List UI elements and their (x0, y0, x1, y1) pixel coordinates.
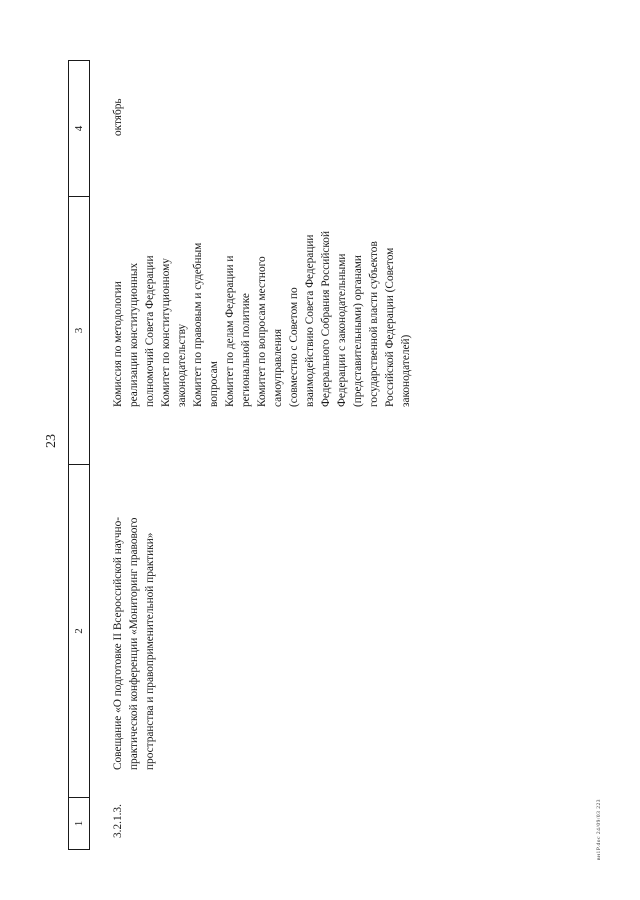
responsible-line: Комитет по вопросам местного (256, 256, 268, 407)
header-cell-3: 3 (69, 196, 89, 464)
responsible-line: (совместно с Советом по (288, 287, 300, 407)
event-line: практической конференции «Мониторинг правового (128, 517, 140, 770)
responsible-list (110, 231, 414, 407)
term-text: октябрь (112, 98, 124, 136)
responsible-line: Комиссия по методологии (112, 281, 124, 407)
footer-file-code: вн1Р.doc 24/09/03 223 (596, 798, 602, 860)
responsible-line: Российской Федерации (Советом (384, 247, 396, 407)
responsible-line: Федерации с законодательными (336, 253, 348, 407)
responsible-line: взаимодействию Совета Федерации (304, 234, 316, 407)
responsible-line: законодательству (176, 323, 188, 407)
header-cell-2: 2 (69, 464, 89, 797)
responsible-line: (представительными) органами (352, 255, 364, 407)
table-header-row (68, 60, 90, 850)
event-description (110, 517, 158, 770)
responsible-line: Комитет по делам Федерации и (224, 255, 236, 407)
header-cell-4: 4 (73, 125, 85, 132)
term (110, 98, 126, 136)
responsible-line: вопросам (208, 361, 220, 407)
page-number: 23 (44, 434, 59, 448)
responsible-line: полномочий Совета Федерации (144, 255, 156, 407)
responsible-line: самоуправления (272, 328, 284, 407)
event-line: Совещание «О подготовке II Всероссийской научно- (112, 517, 124, 770)
responsible-line: Комитет по конституционному (160, 258, 172, 407)
responsible-line: Комитет по правовым и судебным (192, 242, 204, 407)
responsible-line: законодателей) (400, 334, 412, 407)
event-line: пространства и правоприменительной практики» (144, 532, 156, 770)
responsible-line: реализации конституционных (128, 262, 140, 407)
row-number (110, 804, 126, 838)
header-cell-1: 1 (69, 797, 89, 849)
responsible-line: региональной политике (240, 293, 252, 407)
responsible-line: государственной власти субъектов (368, 241, 380, 407)
row-number-text: 3.2.1.3. (112, 804, 124, 838)
responsible-line: Федерального Собрания Российской (320, 230, 332, 407)
